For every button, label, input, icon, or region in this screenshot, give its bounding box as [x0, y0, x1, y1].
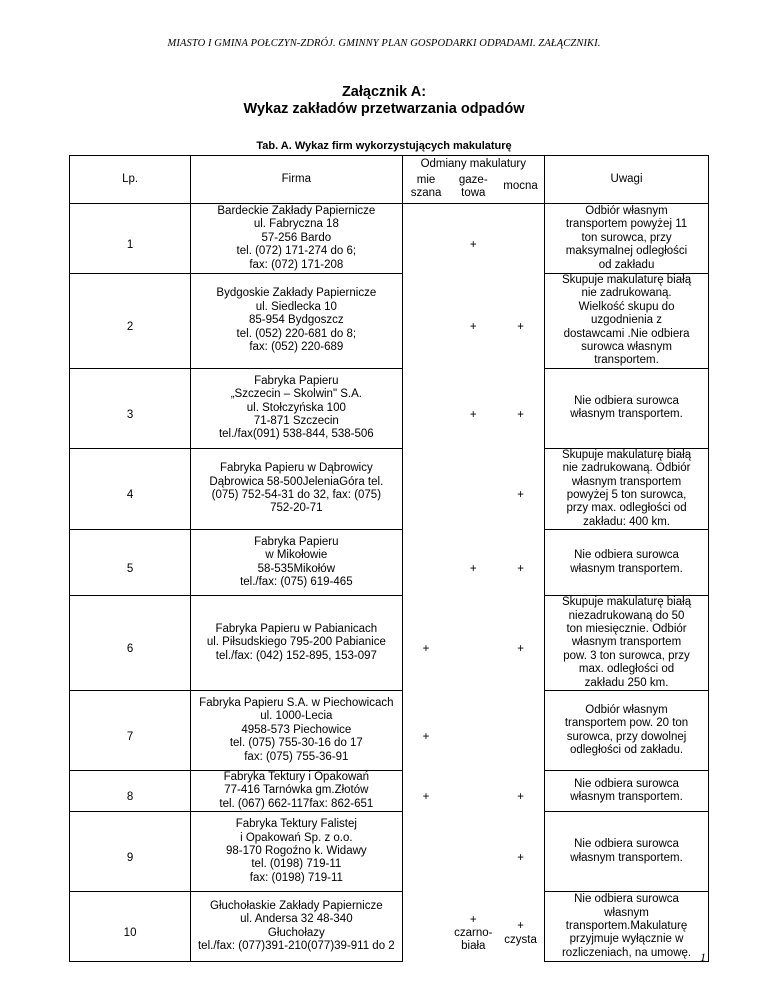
- row-mieszana: +: [402, 771, 450, 812]
- row-lp: 3: [70, 368, 191, 448]
- row-firma: Fabryka Papieru „Szczecin – Skolwin" S.A. ul. Stołczyńska 100 71-871 Szczecin tel./fax(091) 538-844, 538-506: [191, 368, 402, 448]
- row-lp: 8: [70, 771, 191, 812]
- table-row: [70, 812, 709, 892]
- table-row: [70, 368, 709, 448]
- row-firma: Fabryka Papieru w Pabianicach ul. Piłsudskiego 795-200 Pabianice tel./fax: (042) 152-895, 153-097: [191, 596, 402, 691]
- row-mocna: +: [497, 596, 545, 691]
- row-lp: 6: [70, 596, 191, 691]
- row-gazetowa: +: [469, 408, 477, 421]
- row-gazetowa: +: [469, 238, 477, 251]
- row-mocna: [497, 203, 545, 273]
- row-firma: Fabryka Papieru w Dąbrowicy Dąbrowica 58-500JeleniaGóra tel. (075) 752-54-31 do 32, fax: (075) 752-20-71: [191, 448, 402, 529]
- row-gazetowa: [450, 596, 498, 691]
- row-firma: Fabryka Tektury Falistej i Opakowań Sp. z o.o. 98-170 Rogoźno k. Widawy tel. (0198) 719-11 fax: (0198) 719-11: [191, 812, 402, 892]
- row-gazetowa: [450, 812, 498, 892]
- header-uwagi: Uwagi: [545, 156, 709, 204]
- row-mieszana: [402, 273, 450, 368]
- table-row: [70, 691, 709, 771]
- row-uwagi: Odbiór własnym transportem pow. 20 ton surowca, przy dowolnej odległości od zakładu.: [545, 691, 709, 771]
- table-row: [70, 203, 709, 273]
- row-mieszana: +: [402, 691, 450, 771]
- row-mieszana: [402, 368, 450, 448]
- row-mocna: +: [497, 273, 545, 368]
- row-gazetowa: [450, 771, 498, 812]
- row-mieszana: [402, 448, 450, 529]
- paper-companies-table: [69, 155, 709, 962]
- row-firma: Bardeckie Zakłady Papiernicze ul. Fabryczna 18 57-256 Bardo tel. (072) 171-274 do 6; fax: (072) 171-208: [191, 203, 402, 273]
- page-number: 1: [700, 950, 706, 964]
- row-lp: 9: [70, 812, 191, 892]
- row-firma: Fabryka Tektury i Opakowań 77-416 Tarnówka gm.Złotów tel. (067) 662-117fax: 862-651: [191, 771, 402, 812]
- table-row: [70, 892, 709, 962]
- row-uwagi: Skupuje makulaturę białą nie zadrukowaną. Wielkość skupu do uzgodnienia z dostawcami .Nie odbiera surowca własnym transportem.: [545, 273, 709, 368]
- row-gazetowa: [450, 448, 498, 529]
- row-lp: 4: [70, 448, 191, 529]
- row-uwagi: Skupuje makulaturę białą nie zadrukowaną. Odbiór własnym transportem powyżej 5 ton surowca, przy max. odległości od zakładu: 400 km.: [545, 448, 709, 529]
- appendix-subtitle: Wykaz zakładów przetwarzania odpadów: [243, 101, 525, 117]
- table-caption: Tab. A. Wykaz firm wykorzystujących makulaturę: [256, 140, 512, 152]
- row-mocna: +: [497, 368, 545, 448]
- row-uwagi: Nie odbiera surowca własnym transportem.: [545, 530, 709, 596]
- row-mieszana: [402, 812, 450, 892]
- row-mieszana: [402, 203, 450, 273]
- row-firma: Bydgoskie Zakłady Papiernicze ul. Siedlecka 10 85-954 Bydgoszcz tel. (052) 220-681 do 8; fax: (052) 220-689: [191, 273, 402, 368]
- table-row: [70, 448, 709, 529]
- row-lp: 7: [70, 691, 191, 771]
- row-lp: 2: [70, 273, 191, 368]
- row-uwagi: Nie odbiera surowca własnym transportem.: [545, 812, 709, 892]
- row-gazetowa: +: [469, 321, 477, 334]
- row-mocna: + czysta: [497, 892, 545, 962]
- table-row: [70, 530, 709, 596]
- table-row: [70, 596, 709, 691]
- row-mieszana: [402, 530, 450, 596]
- row-lp: 5: [70, 530, 191, 596]
- row-uwagi: Skupuje makulaturę białą niezadrukowaną do 50 ton miesięcznie. Odbiór własnym transportem pow. 3 ton surowca, przy max. odległości od zakładu 250 km.: [545, 596, 709, 691]
- row-gazetowa: [450, 691, 498, 771]
- row-mocna: +: [497, 448, 545, 529]
- row-uwagi: Odbiór własnym transportem powyżej 11 ton surowca, przy maksymalnej odległości od zakładu: [545, 203, 709, 273]
- row-mocna: +: [497, 812, 545, 892]
- row-gazetowa: + czarno- biała: [454, 913, 493, 953]
- row-firma: Głuchołaskie Zakłady Papiernicze ul. Andersa 32 48-340 Głuchołazy tel./fax: (077)391-210(077)39-911 do 2: [191, 892, 402, 962]
- header-mocna: mocna: [497, 171, 545, 203]
- row-firma: Fabryka Papieru w Mikołowie 58-535Mikołów tel./fax: (075) 619-465: [191, 530, 402, 596]
- header-firma: Firma: [191, 156, 402, 204]
- header-lp: Lp.: [70, 156, 191, 204]
- row-mocna: +: [497, 771, 545, 812]
- row-mieszana: [402, 892, 450, 962]
- row-uwagi: Nie odbiera surowca własnym transportem.Makulaturę przyjmuje wyłącznie w rozliczeniach, na umowę.: [545, 892, 709, 962]
- header-mieszana: mie szana: [402, 171, 450, 203]
- table-row: [70, 273, 709, 368]
- header-gazetowa: gaze- towa: [450, 171, 498, 203]
- row-mocna: +: [497, 530, 545, 596]
- appendix-title: Załącznik A:: [341, 84, 427, 100]
- row-firma: Fabryka Papieru S.A. w Piechowicach ul. 1000-Lecia 4958-573 Piechowice tel. (075) 755-30-16 do 17 fax: (075) 755-36-91: [191, 691, 402, 771]
- row-gazetowa: +: [469, 562, 477, 575]
- row-uwagi: Nie odbiera surowca własnym transportem.: [545, 771, 709, 812]
- row-mieszana: +: [402, 596, 450, 691]
- header-odmiany: Odmiany makulatury: [402, 156, 545, 172]
- table-row: [70, 771, 709, 812]
- row-mocna: [497, 691, 545, 771]
- row-lp: 1: [70, 203, 191, 273]
- row-lp: 10: [70, 892, 191, 962]
- running-header: MIASTO I GMINA POŁCZYN-ZDRÓJ. GMINNY PLAN GOSPODARKI ODPADAMI. ZAŁĄCZNIKI.: [167, 38, 601, 49]
- row-uwagi: Nie odbiera surowca własnym transportem.: [545, 368, 709, 448]
